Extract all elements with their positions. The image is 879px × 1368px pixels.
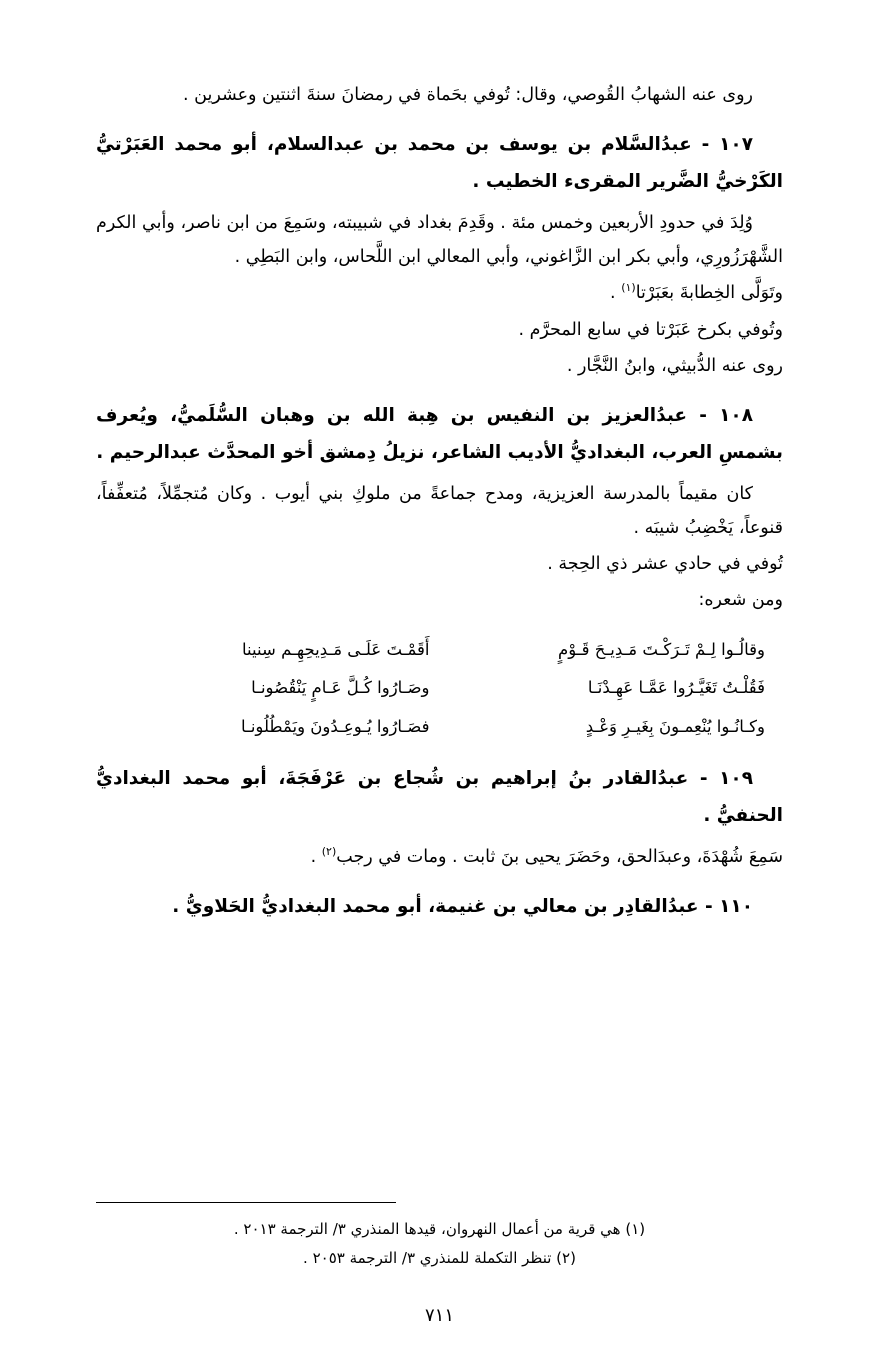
poem-hemistich-second: أَقَمْـتَ عَلَـى مَـدِيحِهِـم سِنينا bbox=[242, 640, 430, 660]
entry-heading-107: ١٠٧ - عبدُالسَّلام بن يوسف بن محمد بن عبدالسلام، أبو محمد العَبَرْتيُّ الكَرْخيُّ الضَّرير المقرىء الخطيب . bbox=[96, 134, 783, 193]
entry-paragraph-107-0: وُلِدَ في حدودِ الأربعين وخمس مئة . وقَدِمَ بغداد في شبيبته، وسَمِعَ من ابن ناصر، وأبي الكرم الشَّهْرَزُورِي، وأبي بكر ابن الزَّاغوني، وأبي المعالي ابن اللَّحاس، وابن البَطِي . bbox=[96, 213, 783, 268]
footnote-list bbox=[96, 1215, 783, 1272]
footnote-marker-1: (١) bbox=[621, 281, 636, 295]
entry-line-107-1: وتُوفي بكرخ عَبَرْتا في سابع المحرَّم . bbox=[518, 319, 783, 340]
entry-line-107-0 bbox=[96, 276, 783, 310]
entry-line-108-1: ومن شعره: bbox=[698, 590, 783, 611]
entry-line-109-0 bbox=[96, 840, 783, 874]
page-body bbox=[96, 78, 783, 925]
footnote-item-1: (١) هي قرية من أعمال النهروان، قيدها المنذري ٣/ الترجمة ٢٠١٣ . bbox=[233, 1220, 646, 1238]
footnote-separator bbox=[96, 1202, 396, 1203]
poem-line bbox=[96, 708, 783, 746]
poem-hemistich-first: فَقُلْـتُ تَغَيَّـرُوا عَمَّـا عَهِـدْنَـا bbox=[587, 678, 765, 698]
entry-line-109-0-tail: . bbox=[310, 846, 322, 867]
poem-hemistich-first: وكـانُـوا يُنْعِمـونَ بِغَيـرِ وَعْـدٍ bbox=[585, 716, 765, 736]
poem-hemistich-second: فصَـارُوا يُـوعِـدُونَ ويَمْطُلُونـا bbox=[240, 716, 430, 736]
entry-paragraph-108-0: كان مقيماً بالمدرسة العزيزية، ومدح جماعةً من ملوكِ بني أيوب . وكان مُتجمِّلاً، مُتعفِّفاً، قنوعاً، يَخْضِبُ شيبَه . bbox=[96, 483, 783, 538]
poem-hemistich-first: وقالُـوا لِـمْ تَـرَكْـتَ مَـدِيـحَ قَـوْمٍ bbox=[558, 640, 765, 660]
entry-line-107-0-text: وتَوَلَّى الخِطابةَ بعَبَرْتا bbox=[635, 283, 783, 304]
opening-paragraph: روى عنه الشهابُ القُوصي، وقال: تُوفي بحَماة في رمضانَ سنةَ اثنتين وعشرين . bbox=[183, 85, 753, 105]
poem-line bbox=[96, 631, 783, 669]
entry-heading-108: ١٠٨ - عبدُالعزيز بن النفيس بن هِبة الله بن وهبان السُّلَميُّ، ويُعرف بشمسِ العرب، البغداديُّ الأديب الشاعر، نزيلُ دِمشق أخو المحدَّث عبدالرحيم . bbox=[96, 404, 783, 463]
poem-line bbox=[96, 669, 783, 707]
page-number: ٧١١ bbox=[424, 1305, 454, 1326]
poem-block bbox=[96, 631, 783, 746]
poem-hemistich-second: وصَـارُوا كُـلَّ عَـامٍ يَنْقُصُونـا bbox=[251, 678, 430, 698]
entry-line-107-2: روى عنه الدُّبيثي، وابنُ النَّجَّار . bbox=[566, 355, 783, 376]
entry-line-109-0-text: سَمِعَ شُهْدَةَ، وعبدَالحق، وحَضَرَ يحيى بنَ ثابت . ومات في رجب bbox=[336, 846, 783, 867]
entry-line-107-0-tail: . bbox=[610, 283, 622, 304]
footnote-area bbox=[96, 1202, 783, 1272]
footnote-item-2: (٢) تنظر التكملة للمنذري ٣/ الترجمة ٢٠٥٣ . bbox=[303, 1248, 576, 1267]
entry-line-108-0: تُوفي في حادي عشر ذي الحِجة . bbox=[547, 554, 783, 574]
entry-heading-109: ١٠٩ - عبدُالقادر بنُ إبراهيم بن شُجاع بن عَرْفَجَةَ، أبو محمد البغداديُّ الحنفيُّ . bbox=[96, 767, 783, 826]
footnote-marker-2: (٢) bbox=[321, 844, 337, 858]
footnote-rule-wrap bbox=[96, 1202, 783, 1215]
entry-heading-110: ١١٠ - عبدُالقادِر بن معالي بن غنيمة، أبو محمد البغداديُّ الحَلاويُّ . bbox=[172, 895, 753, 917]
